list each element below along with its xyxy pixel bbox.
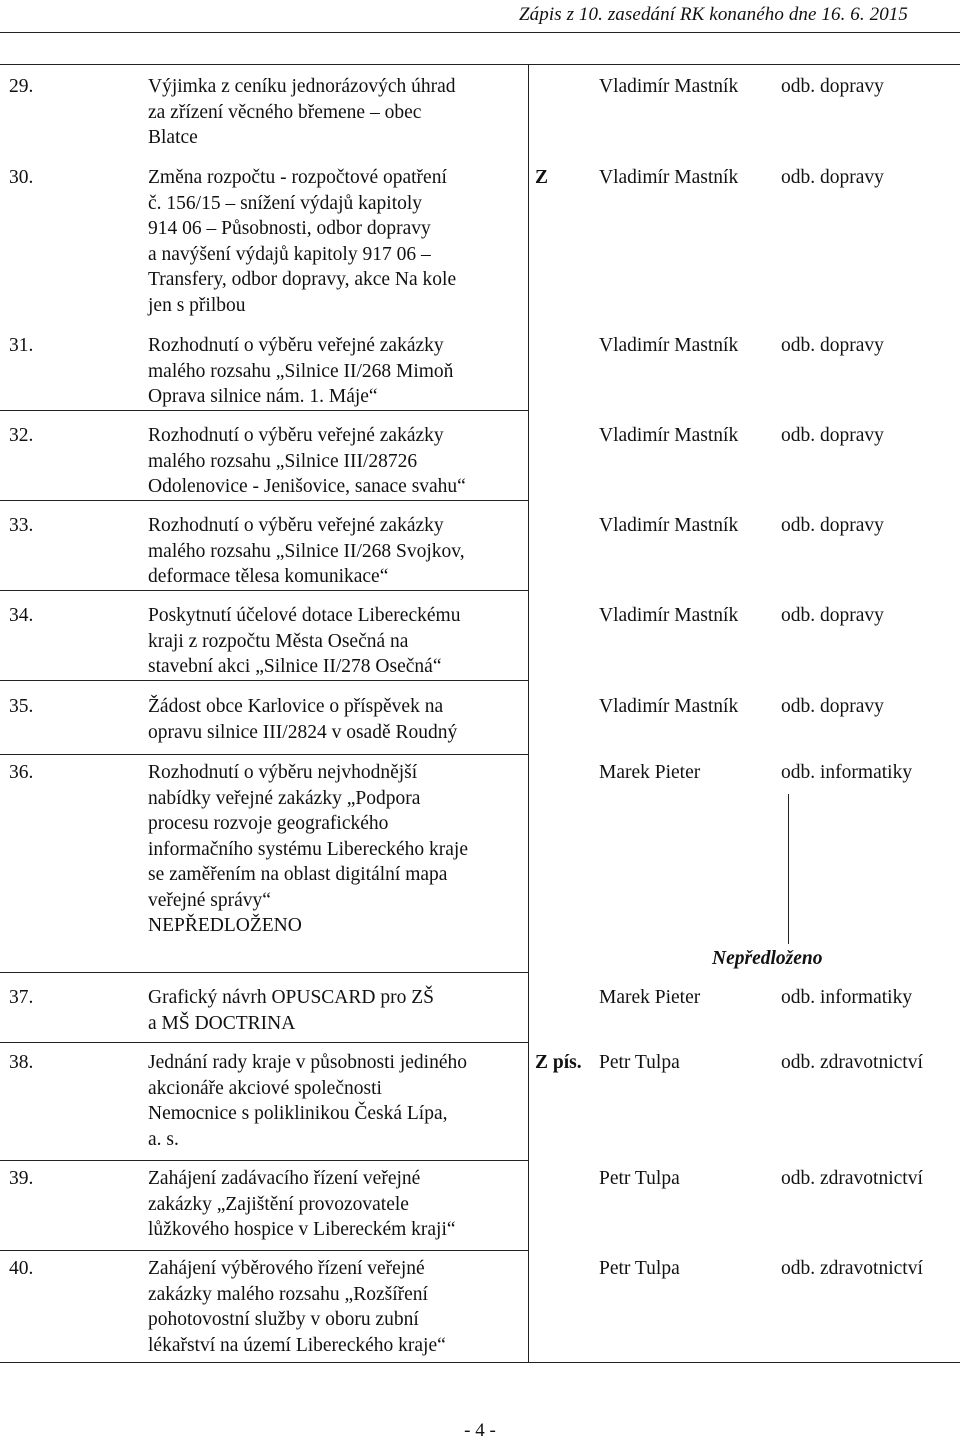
item-presenter: Petr Tulpa [599,1168,680,1189]
item-title [148,760,526,939]
item-title [148,423,526,500]
item-presenter: Petr Tulpa [599,1258,680,1279]
row-separator [0,590,528,591]
document-header: Zápis z 10. zasedání RK konaného dne 16. 6. 2015 [518,4,908,25]
item-department: odb. dopravy [781,167,884,188]
row-separator [0,410,528,411]
column-divider [528,64,529,1362]
item-department: odb. dopravy [781,425,884,446]
item-flag: Z pís. [535,1052,582,1073]
item-department: odb. zdravotnictví [781,1052,923,1073]
item-title-line: Rozhodnutí o výběru veřejné zakázky [148,515,444,536]
row-separator [0,1042,528,1043]
item-title-line: deformace tělesa komunikace“ [148,566,389,587]
item-number: 31. [9,335,34,356]
item-presenter: Marek Pieter [599,987,701,1008]
item-flag: Z [535,167,549,188]
item-title-line: pohotovostní služby v oboru zubní [148,1309,419,1330]
item-title-line: lůžkového hospice v Libereckém kraji“ [148,1219,456,1240]
item-department: odb. zdravotnictví [781,1168,923,1189]
item-number: 34. [9,605,34,626]
item-department: odb. dopravy [781,335,884,356]
item-title [148,74,526,151]
row-separator [0,500,528,501]
item-department: odb. dopravy [781,696,884,717]
header-rule [0,32,960,33]
item-title-line: Zahájení výběrového řízení veřejné [148,1258,425,1279]
item-number: 30. [9,167,34,188]
item-title-line: akcionáře akciové společnosti [148,1077,382,1099]
item-title-line: Zahájení zadávacího řízení veřejné [148,1168,421,1189]
column-divider [788,794,789,944]
item-title-line: za zřízení věcného břemene – obec [148,101,422,123]
item-number: 38. [9,1052,34,1073]
item-title-line: procesu rozvoje geografického [148,813,389,834]
item-presenter: Vladimír Mastník [599,167,739,188]
item-title-line: stavební akci „Silnice II/278 Osečná“ [148,656,442,677]
item-number: 29. [9,76,34,97]
item-title-line: malého rozsahu „Silnice II/268 Mimoň [148,360,454,382]
item-title [148,165,526,318]
item-title-line: malého rozsahu „Silnice II/268 Svojkov, [148,540,465,562]
item-title-line: Změna rozpočtu - rozpočtové opatření [148,167,447,188]
item-number: 37. [9,987,34,1008]
item-title-line: Rozhodnutí o výběru veřejné zakázky [148,335,444,356]
item-presenter: Vladimír Mastník [599,605,739,626]
item-department: odb. informatiky [781,987,913,1008]
item-title-line: zakázky „Zajištění provozovatele [148,1193,409,1215]
row-separator [0,972,528,973]
row-separator [0,754,528,755]
item-title [148,603,526,680]
item-department: odb. dopravy [781,515,884,536]
item-title-line: a navýšení výdajů kapitoly 917 06 – [148,243,431,265]
item-title-line: a. s. [148,1128,179,1150]
item-title-line: zakázky malého rozsahu „Rozšíření [148,1283,428,1305]
item-presenter: Vladimír Mastník [599,335,739,356]
item-title-line: Žádost obce Karlovice o příspěvek na [148,696,444,717]
item-title [148,985,526,1036]
item-title-line: se zaměřením na oblast digitální mapa [148,864,448,885]
item-presenter: Vladimír Mastník [599,696,739,717]
item-title [148,333,526,410]
item-title-line: Poskytnutí účelové dotace Libereckému [148,605,461,626]
item-presenter: Petr Tulpa [599,1052,680,1073]
item-title [148,1166,526,1243]
item-title [148,694,526,745]
item-title [148,1256,526,1358]
item-number: 32. [9,425,34,446]
item-department: odb. dopravy [781,605,884,626]
page-number: - 4 - [464,1420,496,1441]
item-number: 40. [9,1258,34,1279]
item-title-line: nabídky veřejné zakázky „Podpora [148,787,421,809]
item-title-line: malého rozsahu „Silnice III/28726 [148,450,418,472]
item-status-note: Nepředloženo [712,948,823,969]
item-title-line: Rozhodnutí o výběru veřejné zakázky [148,425,444,446]
item-title-line: kraji z rozpočtu Města Osečná na [148,630,409,652]
item-title-line: Rozhodnutí o výběru nejvhodnější [148,762,418,783]
item-title-line: informačního systému Libereckého kraje [148,838,469,860]
row-separator [0,1250,528,1251]
item-title-line: Výjimka z ceníku jednorázových úhrad [148,76,456,97]
item-number: 35. [9,696,34,717]
item-presenter: Marek Pieter [599,762,701,783]
item-number: 36. [9,762,34,783]
item-title [148,513,526,590]
item-title-line: Grafický návrh OPUSCARD pro ZŠ [148,987,434,1008]
item-title-line: 914 06 – Působnosti, odbor dopravy [148,218,431,239]
item-title [148,1050,526,1152]
item-title-line: NEPŘEDLOŽENO [148,915,302,936]
item-title-line: lékařství na území Libereckého kraje“ [148,1334,446,1356]
item-title-line: Transfery, odbor dopravy, akce Na kole [148,269,457,290]
item-title-line: Nemocnice s poliklinikou Česká Lípa, [148,1103,448,1124]
item-title-line: Blatce [148,127,198,148]
item-title-line: opravu silnice III/2824 v osadě Roudný [148,721,458,743]
item-department: odb. informatiky [781,762,913,783]
item-title-line: a MŠ DOCTRINA [148,1012,296,1034]
row-separator [0,1362,960,1363]
item-title-line: jen s přilbou [148,294,246,316]
row-separator [0,64,960,65]
item-presenter: Vladimír Mastník [599,515,739,536]
item-title-line: Jednání rady kraje v působnosti jediného [148,1052,467,1073]
item-number: 39. [9,1168,34,1189]
item-number: 33. [9,515,34,536]
item-title-line: Odolenovice - Jenišovice, sanace svahu“ [148,476,466,497]
item-title-line: Oprava silnice nám. 1. Máje“ [148,386,378,407]
item-department: odb. zdravotnictví [781,1258,923,1279]
item-department: odb. dopravy [781,76,884,97]
row-separator [0,680,528,681]
item-title-line: veřejné správy“ [148,889,271,911]
item-presenter: Vladimír Mastník [599,76,739,97]
row-separator [0,1160,528,1161]
item-title-line: č. 156/15 – snížení výdajů kapitoly [148,192,423,214]
item-presenter: Vladimír Mastník [599,425,739,446]
